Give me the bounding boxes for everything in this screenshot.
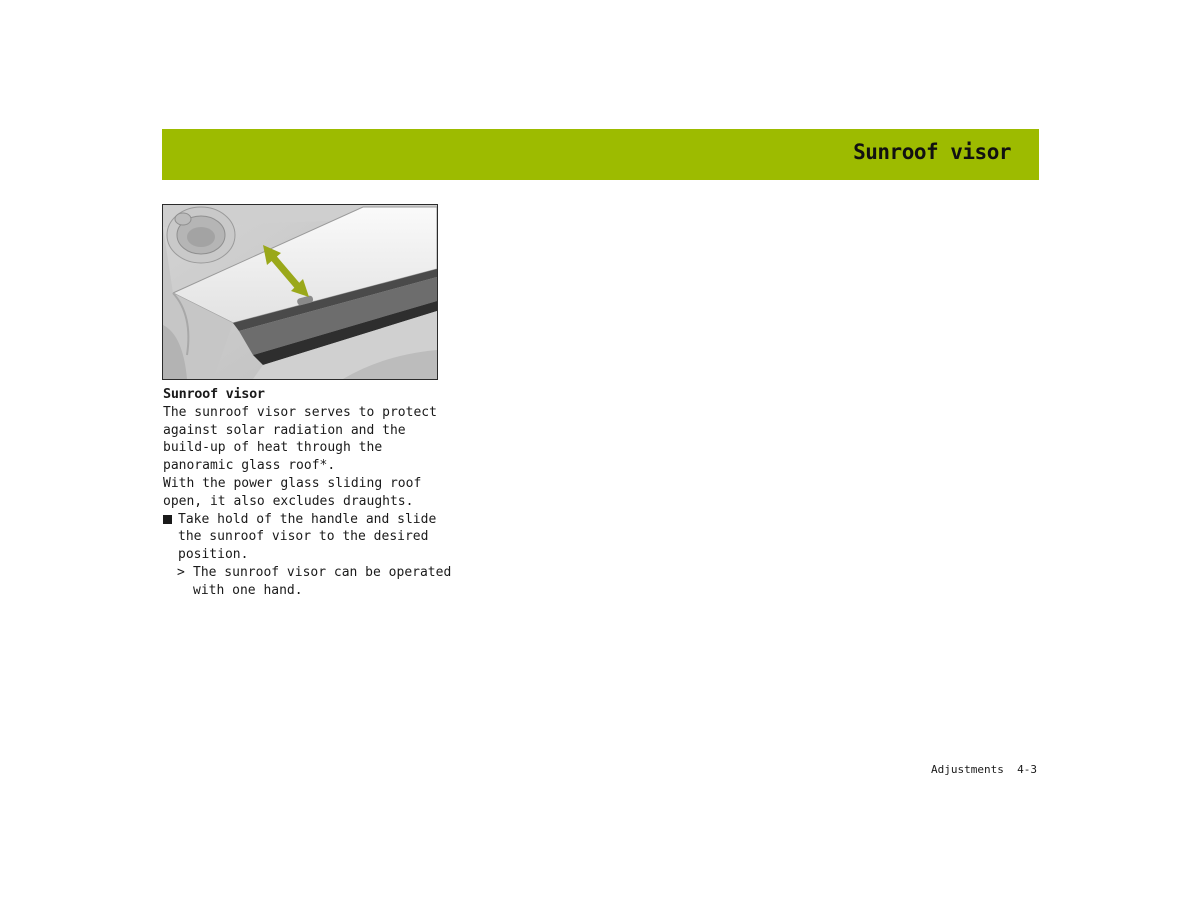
intro-paragraph: The sunroof visor serves to protect against solar radiation and the build-up of heat through the panoramic glass roof*. [163, 404, 437, 474]
page-footer: Adjustments 4-3 [931, 763, 1037, 776]
section-heading: Sunroof visor [163, 386, 265, 402]
draughts-paragraph: With the power glass sliding roof open, it also excludes draughts. [163, 475, 422, 509]
sunroof-visor-illustration [162, 204, 438, 380]
instruction-step [163, 511, 453, 564]
result-marker: > [177, 564, 185, 580]
body-text-column [163, 386, 453, 600]
chapter-header-band [162, 129, 1039, 180]
square-bullet-icon [163, 515, 172, 524]
instruction-step-text: Take hold of the handle and slide the sunroof visor to the desired position. [178, 511, 437, 563]
instruction-result [177, 564, 453, 600]
instruction-result-text: The sunroof visor can be operated with one hand. [193, 564, 452, 598]
page-title: Sunroof visor [853, 140, 1011, 164]
